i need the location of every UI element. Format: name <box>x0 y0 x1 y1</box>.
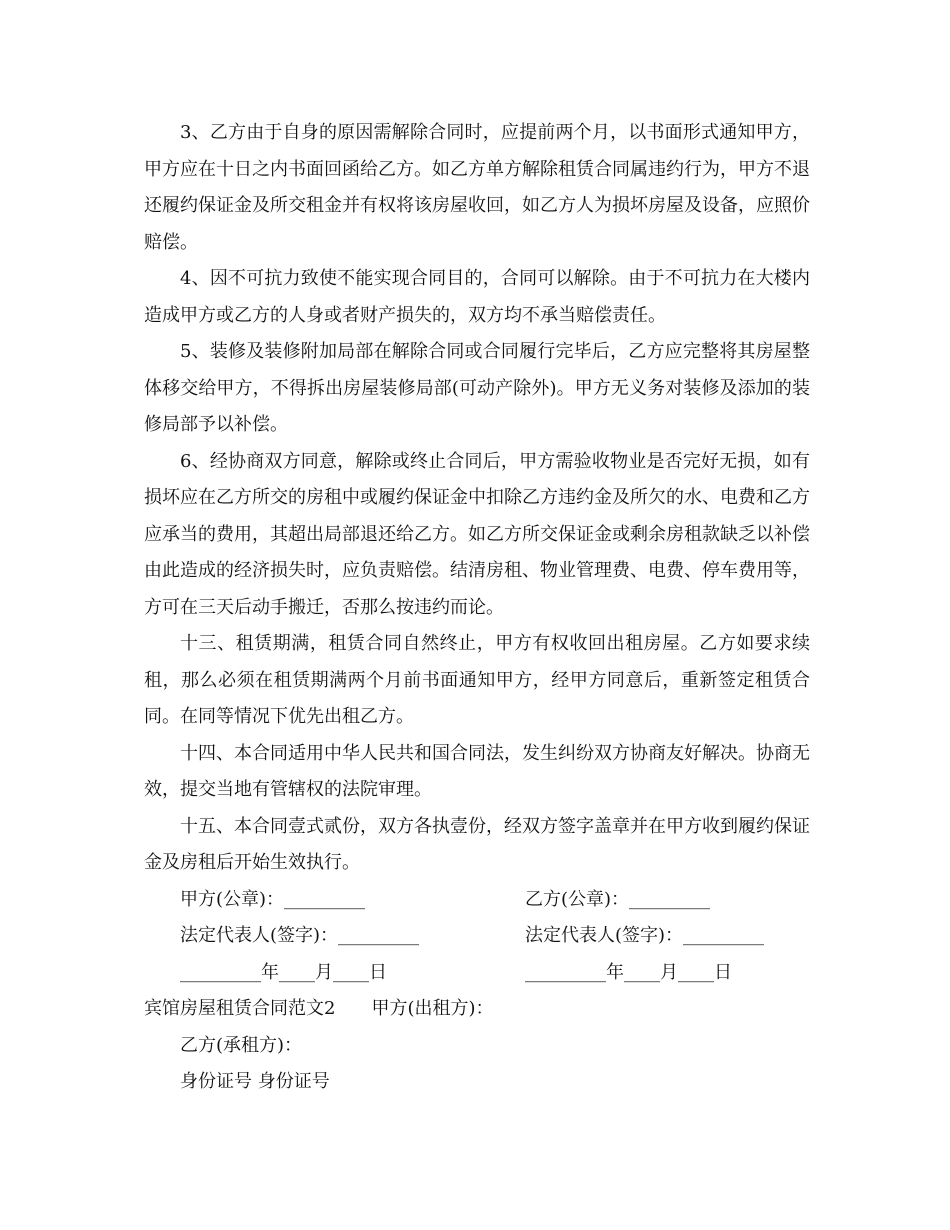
clause-4: 4、因不可抗力致使不能实现合同目的，合同可以解除。由于不可抗力在大楼内造成甲方或乙方的人身或者财产损失的，双方均不承当赔偿责任。 <box>144 268 810 326</box>
party-b-date-line: _________年____月____日 <box>525 961 732 983</box>
clause-15: 十五、本合同壹式贰份，双方各执壹份，经双方签字盖章并在甲方收到履约保证金及房租后开始生效执行。 <box>144 815 810 873</box>
clause-5: 5、装修及装修附加局部在解除合同或合同履行完毕后，乙方应完整将其房屋整体移交给甲方，不得拆出房屋装修局部(可动产除外)。甲方无义务对装修及添加的装修局部予以补偿。 <box>144 341 810 435</box>
party-b-rep-line: 法定代表人(签字)：_________ <box>525 925 765 946</box>
clause-3: 3、乙方由于自身的原因需解除合同时，应提前两个月，以书面形式通知甲方，甲方应在十日之内书面回函给乙方。如乙方单方解除租赁合同属违约行为，甲方不退还履约保证金及所交租金并有权将该房屋收回，如乙方人为损坏房屋及设备，应照价赔偿。 <box>144 122 810 253</box>
document-body <box>144 115 810 1101</box>
id-number-line: 身份证号 身份证号 <box>180 1071 330 1092</box>
party-a-date-line: _________年____月____日 <box>180 961 387 983</box>
party-a-seal-line: 甲方(公章)：_________ <box>180 888 366 910</box>
signature-date-row <box>144 955 810 992</box>
clause-13: 十三、租赁期满，租赁合同自然终止，甲方有权收回出租房屋。乙方如要求续租，那么必须在租赁期满两个月前书面通知甲方，经甲方同意后，重新签定租赁合同。在同等情况下优先出租乙方。 <box>144 633 810 727</box>
party-b-seal-line: 乙方(公章)：_________ <box>525 888 711 910</box>
party-a-rep-line: 法定代表人(签字)：_________ <box>180 925 420 946</box>
signature-seal-row <box>144 882 810 919</box>
clause-6: 6、经协商双方同意，解除或终止合同后，甲方需验收物业是否完好无损，如有损坏应在乙方所交的房租中或履约保证金中扣除乙方违约金及所欠的水、电费和乙方应承当的费用，其超出局部退还给乙方。如乙方所交保证金或剩余房租款缺乏以补偿由此造成的经济损失时，应负责赔偿。结清房租、物业管理费、电费、停车费用等，方可在三天后动手搬迁，否那么按违约而论。 <box>144 450 810 618</box>
tenant-line: 乙方(承租方)： <box>180 1034 303 1056</box>
next-contract-title-line: 宾馆房屋租赁合同范文2 甲方(出租方)： <box>144 998 494 1019</box>
clause-14: 十四、本合同适用中华人民共和国合同法，发生纠纷双方协商友好解决。协商无效，提交当地有管辖权的法院审理。 <box>144 742 810 800</box>
signature-rep-row <box>144 918 810 955</box>
